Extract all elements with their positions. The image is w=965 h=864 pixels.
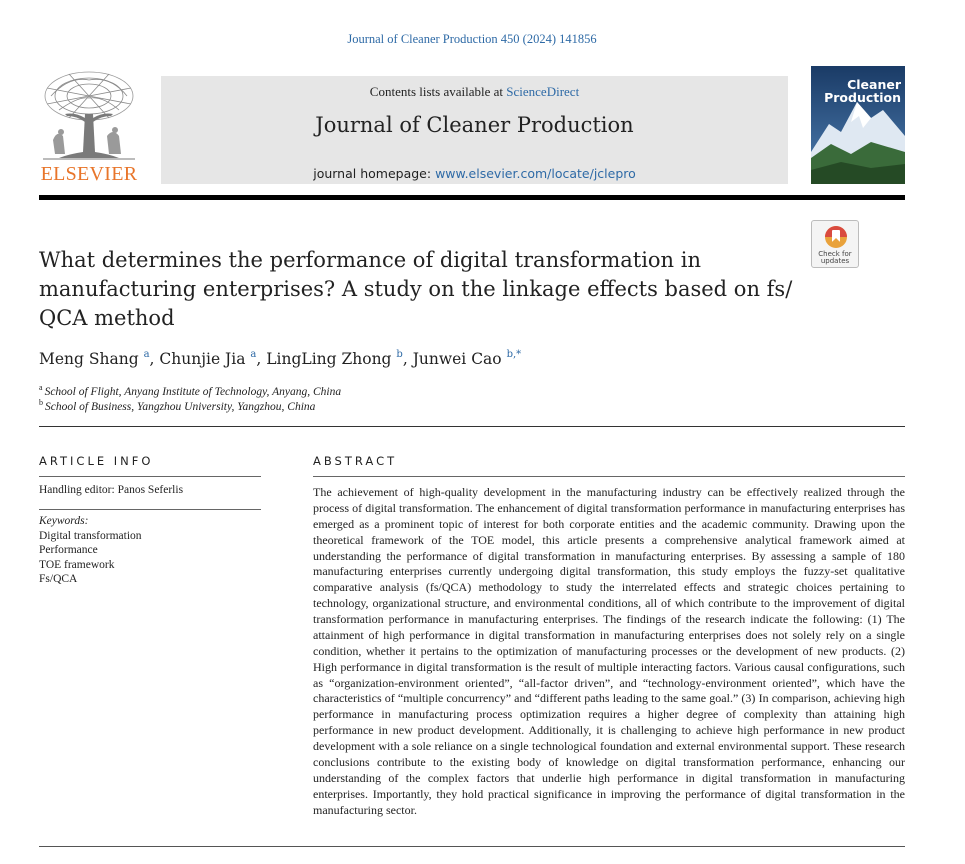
author-list <box>39 350 521 368</box>
crossmark-icon <box>812 223 860 253</box>
abstract-heading: ABSTRACT <box>313 454 398 468</box>
keyword-item[interactable]: Digital transformation <box>39 530 142 542</box>
author-affil-mark[interactable]: b <box>396 349 403 360</box>
affiliation-text: School of Business, Yangzhou University, Yangzhou, China <box>45 400 316 413</box>
contents-prefix: Contents lists available at <box>369 84 504 99</box>
contents-line <box>161 84 788 100</box>
affiliation-mark: a <box>39 383 43 392</box>
elsevier-wordmark: ELSEVIER <box>40 163 138 185</box>
title-line-3: QCA method <box>39 306 175 330</box>
article-title <box>39 246 799 333</box>
affiliation-mark: b <box>39 398 43 407</box>
handling-editor: Handling editor: Panos Seferlis <box>39 484 184 496</box>
author-name[interactable]: Junwei Cao <box>412 350 502 369</box>
journal-header-box <box>161 76 788 184</box>
masthead <box>39 66 905 186</box>
affiliation <box>39 383 341 398</box>
author-name[interactable]: Chunjie Jia <box>159 350 246 369</box>
homepage-line <box>161 166 788 181</box>
cover-line-1: Cleaner <box>847 77 901 92</box>
author-affil-mark[interactable]: a <box>250 349 257 360</box>
check-badge-line-1: Check for <box>818 250 852 258</box>
journal-cover[interactable] <box>811 66 905 184</box>
keyword-item[interactable]: Performance <box>39 544 98 557</box>
author-separator: , <box>402 350 413 369</box>
title-line-1: What determines the performance of digital transformation in <box>39 248 701 272</box>
author-separator: , <box>256 350 267 369</box>
article-info-rule <box>39 509 261 510</box>
affiliation <box>39 398 315 413</box>
abstract-text: The achievement of high-quality development in the manufacturing industry can be effectively realized through the process of digital transformation. The enhancement of digital transformation performance in manufacturing enterprises has emerged as a prominent topic of interest for both corporate entities and the academic community. Drawing upon the theoretical framework of the TOE model, this article presents a comprehensive analytical framework aimed at understanding the performance of digital transformation in manufacturing enterprises. By assessing a sample of 180 manufacturing enterprises currently undergoing digital transformation, this study employs the fuzzy-set qualitative comparative analysis (fs/QCA) methodology to study the interrelated effects and strategic choices pertaining to technology, organizational structure, and environmental conditions, all of which contribute to the improvement of digital transformation performance in manufacturing enterprises. The findings of the research indicate the following: (1) The attainment of high performance in digital transformation in manufacturing enterprises does not solely rely on a single condition, whether it pertains to the optimization of manufacturing processes or the development of new products. (2) High performance in digital transformation is the result of multiple interacting factors. Various causal configurations, such as “organization-environment oriented”, “all-factor driven”, and “technology-environment oriented”, which have the characteristics of “multiple concurrency” and “different paths leading to the same goal.” (3) In comparison, achieving high performance in manufacturing process optimization requires a higher degree of complexity than attaining high performance in new product development. Additionally, it is challenging to achieve high performance in new product development with a sole reliance on a single technological foundation and external environmental support. These research conclusions contribute to the existing body of knowledge on digital transformation performance, enhancing our understanding of the complex factors that underlie high performance in digital transformation in manufacturing enterprises. Importantly, they hold practical significance in improving the performance of digital transformation in the manufacturing sector. <box>313 485 905 817</box>
header-divider <box>39 426 905 427</box>
keyword-item[interactable]: TOE framework <box>39 558 115 571</box>
elsevier-logo[interactable] <box>39 66 139 184</box>
affiliation-text: School of Flight, Anyang Institute of Technology, Anyang, China <box>44 385 342 398</box>
journal-citation[interactable]: Journal of Cleaner Production 450 (2024) 141856 <box>347 32 597 46</box>
cover-line-2: Production <box>824 90 901 105</box>
author-name[interactable]: Meng Shang <box>39 350 139 369</box>
article-info-rule <box>39 476 261 477</box>
check-for-updates-button[interactable] <box>811 220 859 268</box>
sciencedirect-link[interactable]: ScienceDirect <box>506 84 580 99</box>
cover-title <box>824 78 901 104</box>
journal-name[interactable]: Journal of Cleaner Production <box>315 113 634 137</box>
title-line-2: manufacturing enterprises? A study on the linkage effects based on fs/ <box>39 277 793 301</box>
author-affil-mark[interactable]: a <box>143 349 150 360</box>
elsevier-tree-icon <box>39 66 139 162</box>
check-badge-text <box>812 251 858 265</box>
footer-divider <box>39 846 905 847</box>
author-affil-mark[interactable]: b,* <box>506 349 522 360</box>
keywords-list <box>39 529 142 586</box>
article-info-heading: ARTICLE INFO <box>39 454 154 468</box>
keywords-label: Keywords: <box>39 515 89 527</box>
homepage-link[interactable]: www.elsevier.com/locate/jclepro <box>435 166 636 181</box>
homepage-prefix: journal homepage: <box>313 166 432 181</box>
keyword-item[interactable]: Fs/QCA <box>39 572 78 585</box>
masthead-rule <box>39 195 905 200</box>
author-name[interactable]: LingLing Zhong <box>266 350 392 369</box>
check-badge-line-2: updates <box>820 257 850 265</box>
author-separator: , <box>149 350 160 369</box>
abstract-rule <box>313 476 905 477</box>
